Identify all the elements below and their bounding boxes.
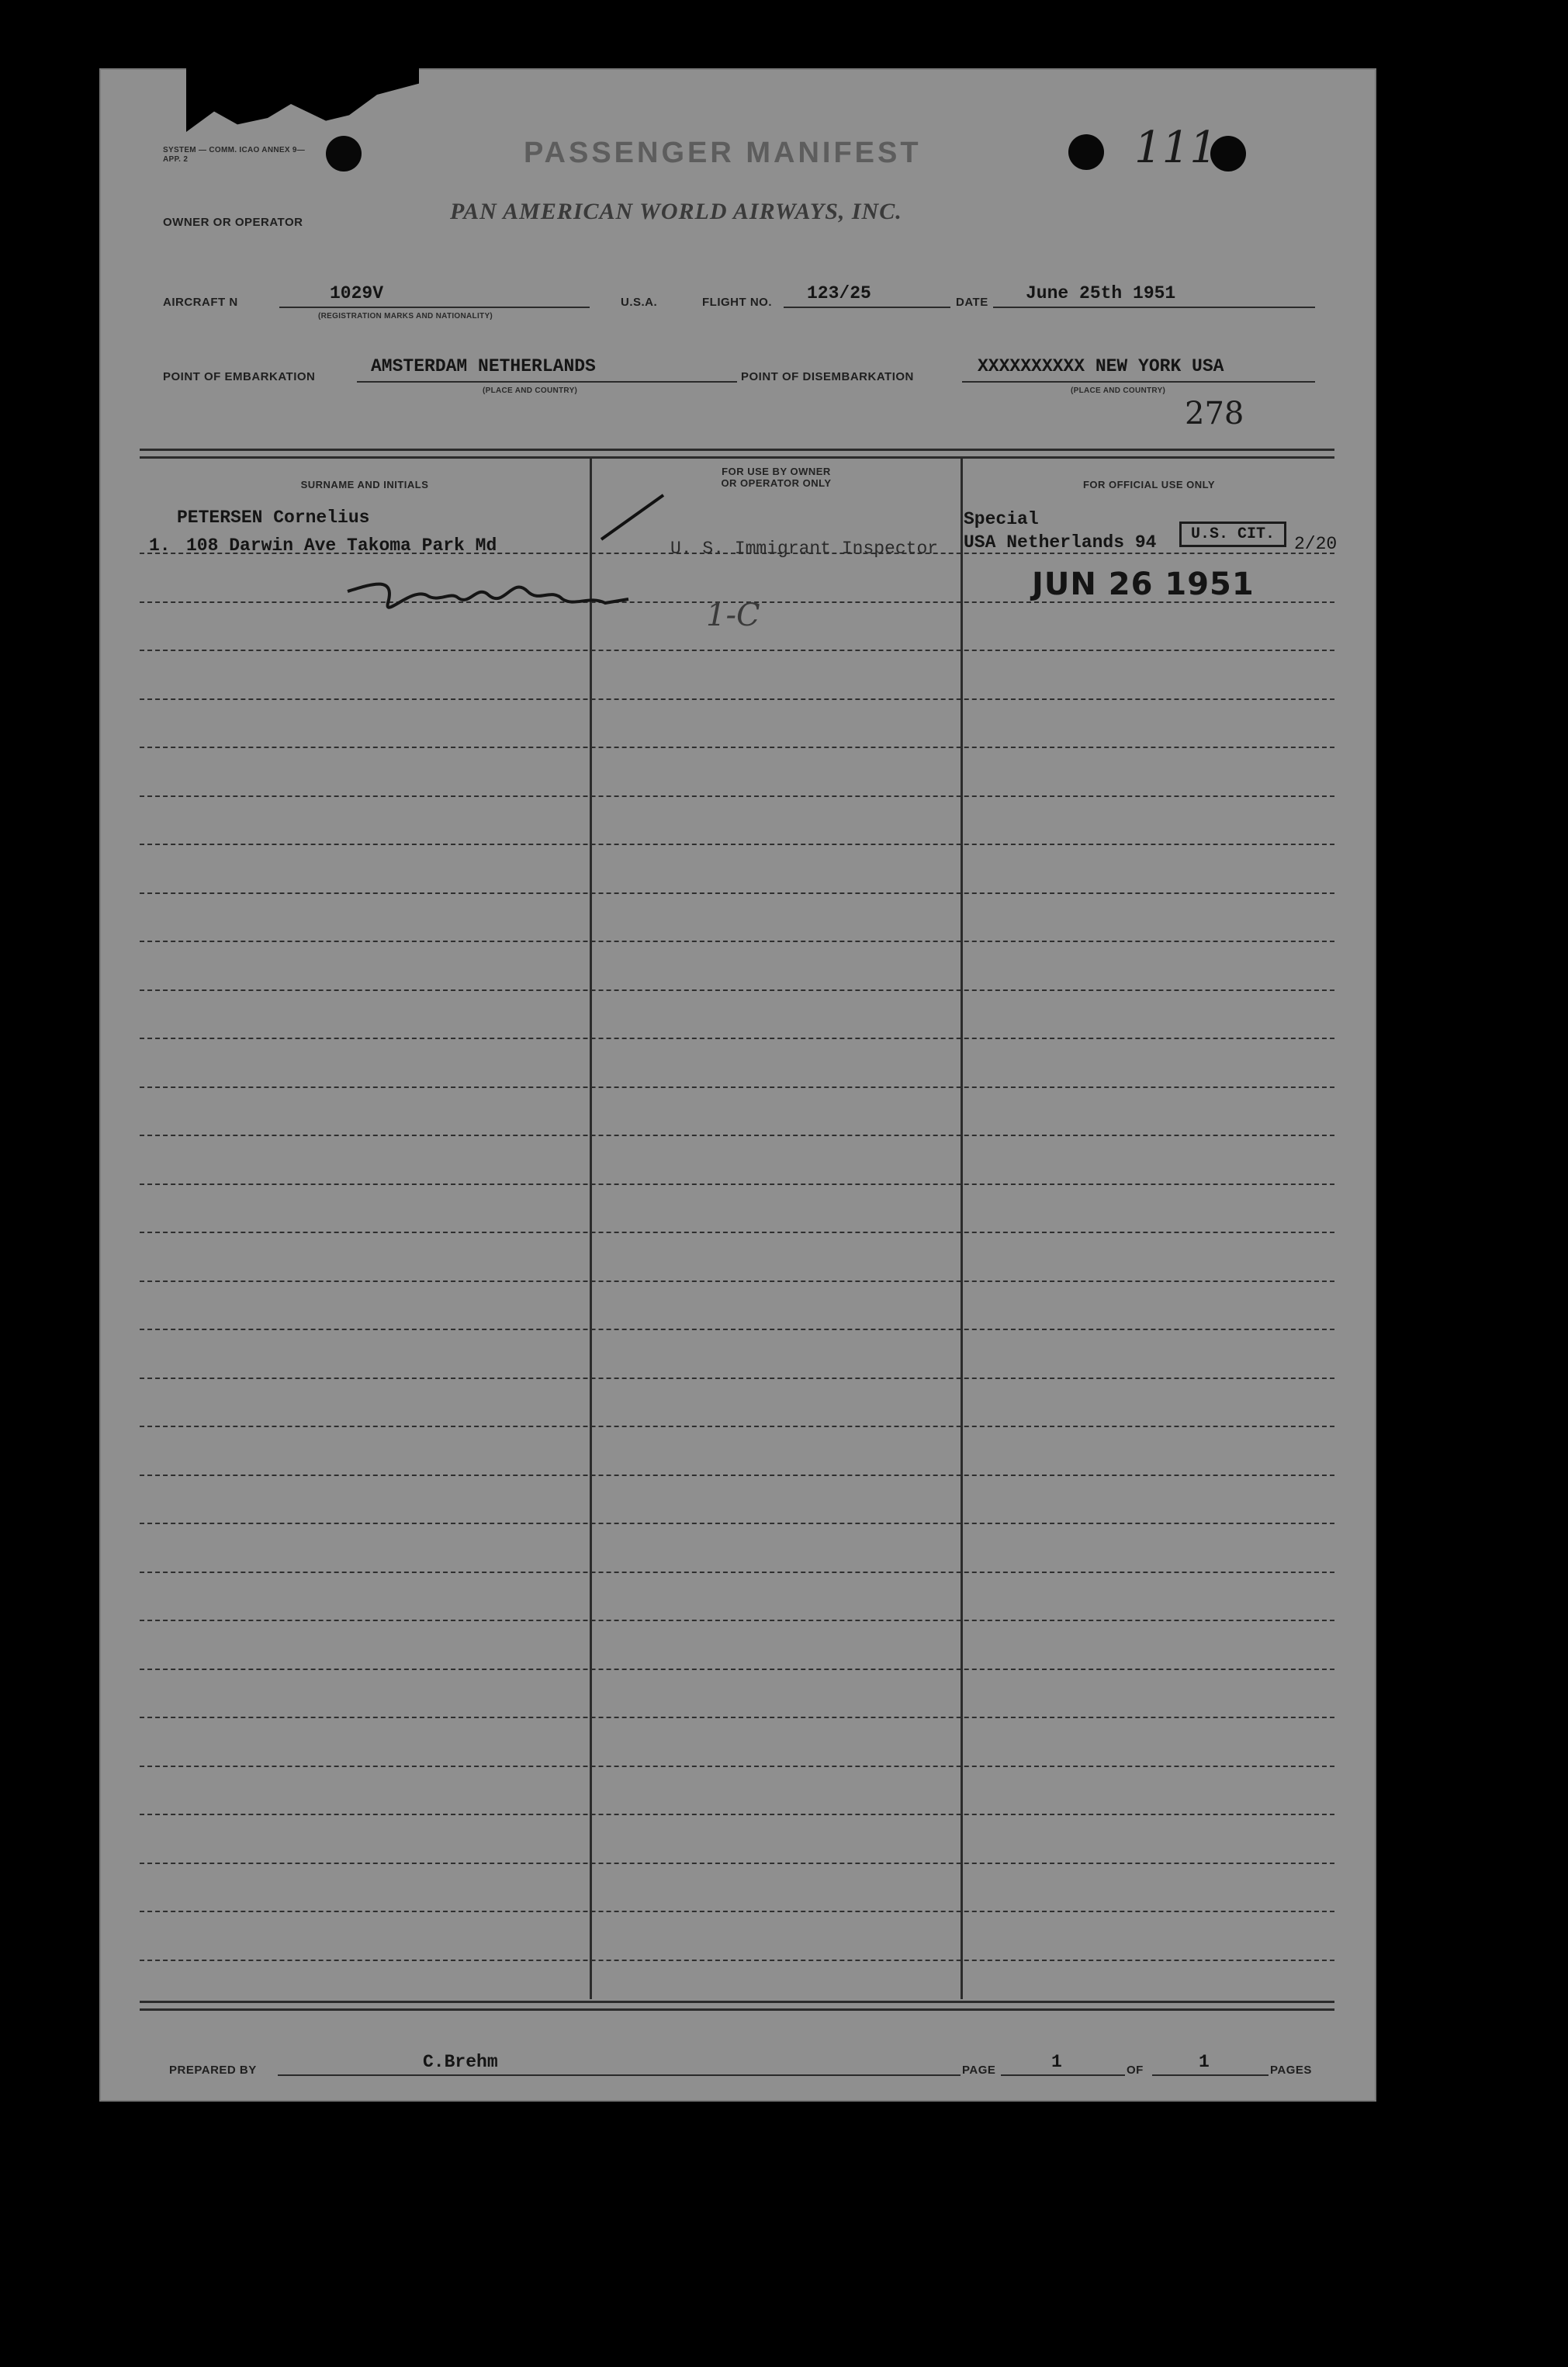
punch-hole-icon [1068,134,1104,170]
ruled-line [140,1184,1334,1185]
ruled-line [140,1135,1334,1136]
ruled-line [140,1572,1334,1573]
ruled-line [140,989,1334,991]
of-value: 1 [1199,2052,1210,2072]
ruled-line [140,1717,1334,1718]
ruled-line [140,1281,1334,1282]
owner-label: OWNER OR OPERATOR [163,216,303,229]
citizen-stamp: U.S. CIT. [1179,522,1286,547]
system-reference: SYSTEM — COMM. ICAO ANNEX 9—APP. 2 [163,146,306,164]
flight-label: FLIGHT NO. [702,296,772,309]
date-label: DATE [956,296,988,309]
ruled-line [140,1475,1334,1476]
ruled-line [140,1232,1334,1233]
official-fraction: 2/20 [1294,534,1338,554]
passenger-address: 108 Darwin Ave Takoma Park Md [186,535,497,556]
passenger-name: PETERSEN Cornelius [177,508,370,528]
ruled-line [140,844,1334,845]
col-surname-header: SURNAME AND INITIALS [300,479,429,490]
prepared-label: PREPARED BY [169,2064,257,2077]
ruled-line [140,1814,1334,1815]
manifest-number: 278 [1185,396,1244,431]
col-operator-header [592,466,961,489]
date-value: June 25th 1951 [1026,283,1176,303]
country-label: U.S.A. [621,296,658,309]
disembark-place-note: (PLACE AND COUNTRY) [1071,386,1166,395]
registration-note: (REGISTRATION MARKS AND NATIONALITY) [318,312,493,321]
ruled-line [140,698,1334,700]
operator-text: U. S. Immigrant Inspector [670,539,939,559]
ruled-line [140,1038,1334,1039]
page-mark: 111 [1134,123,1217,173]
ruled-line [140,1426,1334,1427]
ruled-line [140,1378,1334,1379]
ruled-line [140,650,1334,651]
embarkation-label: POINT OF EMBARKATION [163,370,316,383]
ruled-line [140,747,1334,748]
embark-place-note: (PLACE AND COUNTRY) [483,386,578,395]
disembarkation-value: XXXXXXXXXX NEW YORK USA [978,356,1224,376]
ruled-line [140,1766,1334,1767]
of-label: OF [1127,2064,1144,2077]
page-label: PAGE [962,2064,996,2077]
ruled-line [140,1620,1334,1621]
owner-value: PAN AMERICAN WORLD AIRWAYS, INC. [450,199,902,224]
page-value: 1 [1051,2052,1062,2072]
flight-value: 123/25 [807,283,871,303]
page-title: PASSENGER MANIFEST [524,137,922,169]
ruled-line [140,1329,1334,1330]
col-operator-header-line2: OR OPERATOR ONLY [721,477,832,489]
ruled-line [140,1086,1334,1088]
ruled-line [140,1960,1334,1961]
inspector-signature [341,560,636,630]
ruled-line [140,892,1334,894]
pages-label: PAGES [1270,2064,1312,2077]
ruled-line [140,941,1334,942]
prepared-value: C.Brehm [423,2052,498,2072]
ruled-line [140,1863,1334,1864]
col-operator-header-line1: FOR USE BY OWNER [722,466,831,477]
passenger-number: 1. [149,535,171,556]
official-line: USA Netherlands 94 [964,532,1157,553]
ruled-line [140,1523,1334,1524]
check-stroke-icon [597,489,667,543]
ruled-line [140,1669,1334,1670]
col-official-header: FOR OFFICIAL USE ONLY [1082,479,1216,490]
punch-hole-icon [326,136,362,172]
operator-note: 1-C [706,598,760,633]
official-type: Special [964,509,1039,529]
aircraft-value: 1029V [330,283,384,303]
embarkation-value: AMSTERDAM NETHERLANDS [371,356,596,376]
disembarkation-label: POINT OF DISEMBARKATION [741,370,914,383]
aircraft-label: AIRCRAFT N [163,296,238,309]
date-stamp: JUN 26 1951 [1032,567,1255,602]
ruled-line [140,1911,1334,1912]
ruled-line [140,795,1334,797]
